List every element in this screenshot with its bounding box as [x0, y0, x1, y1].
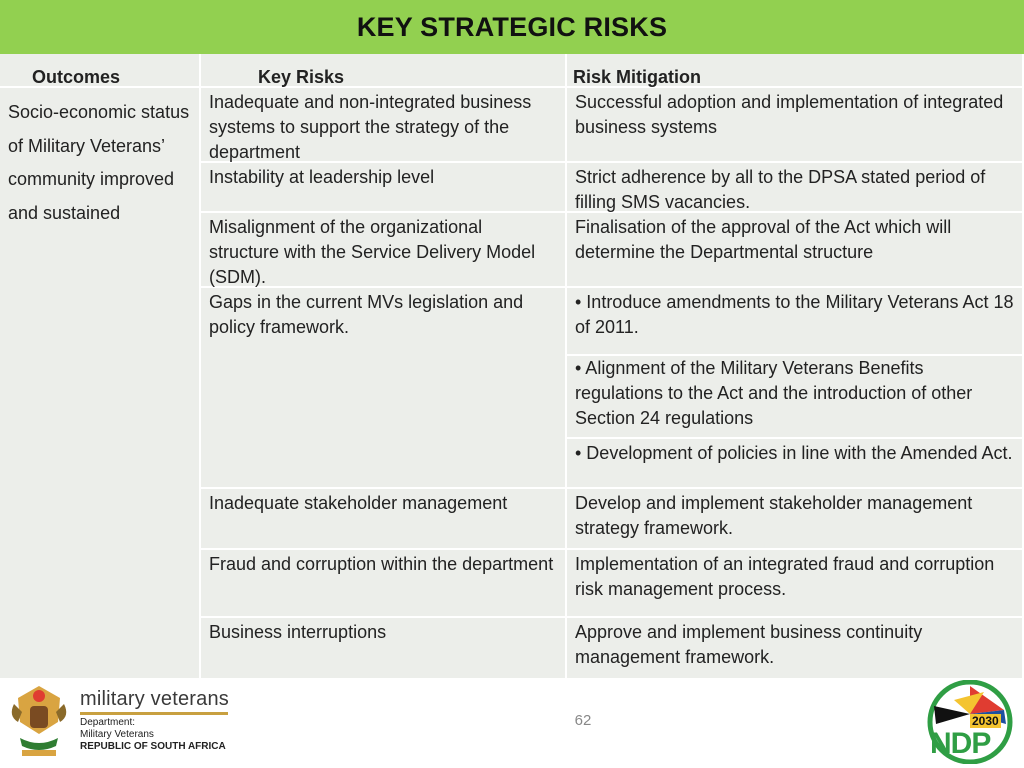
title-bar: [0, 0, 1024, 54]
mitigation-cell: Implementation of an integrated fraud and corruption risk management process.: [567, 550, 1024, 618]
header-outcomes: Outcomes: [0, 54, 201, 88]
dept-logo-underline: [80, 712, 228, 715]
dept-line: REPUBLIC OF SOUTH AFRICA: [80, 741, 226, 752]
dept-line: Military Veterans: [80, 729, 154, 740]
mitigation-cell: Develop and implement stakeholder management strategy framework.: [567, 489, 1024, 550]
mitigation-cell: Finalisation of the approval of the Act which will determine the Departmental structure: [567, 213, 1024, 288]
mitigation-cell: Successful adoption and implementation of integrated business systems: [567, 88, 1024, 163]
key-risk-cell: Business interruptions: [201, 618, 567, 680]
key-risk-cell: Misalignment of the organizational structure with the Service Delivery Model (SDM).: [201, 213, 567, 288]
key-risk-cell: Instability at leadership level: [201, 163, 567, 213]
mitigation-cell: • Introduce amendments to the Military Veterans Act 18 of 2011.: [567, 288, 1024, 356]
mitigation-cell: Approve and implement business continuity management framework.: [567, 618, 1024, 680]
mitigation-cell: • Alignment of the Military Veterans Benefits regulations to the Act and the introduction of other Section 24 regulations: [567, 356, 1024, 439]
page-number: 62: [574, 712, 592, 729]
header-risk-mitigation: Risk Mitigation: [567, 54, 1024, 88]
ndp-text: NDP: [930, 727, 991, 760]
key-risk-cell: Gaps in the current MVs legislation and policy framework.: [201, 288, 567, 489]
dept-line: Department:: [80, 717, 136, 728]
slide-title: KEY STRATEGIC RISKS: [356, 11, 668, 42]
key-risk-cell: Inadequate and non-integrated business systems to support the strategy of the department: [201, 88, 567, 163]
mitigation-cell: Strict adherence by all to the DPSA stated period of filling SMS vacancies.: [567, 163, 1024, 213]
ndp-year: 2030: [972, 714, 999, 728]
outcome-cell: Socio-economic status of Military Veterans’ community improved and sustained: [0, 88, 201, 680]
dept-logo-title: military veterans: [80, 688, 229, 710]
mitigation-cell: • Development of policies in line with the Amended Act.: [567, 439, 1024, 489]
key-risk-cell: Inadequate stakeholder management: [201, 489, 567, 550]
risk-table: [0, 54, 1024, 680]
key-risk-cell: Fraud and corruption within the department: [201, 550, 567, 618]
coat-of-arms-icon: [8, 682, 70, 762]
header-key-risks: Key Risks: [201, 54, 567, 88]
